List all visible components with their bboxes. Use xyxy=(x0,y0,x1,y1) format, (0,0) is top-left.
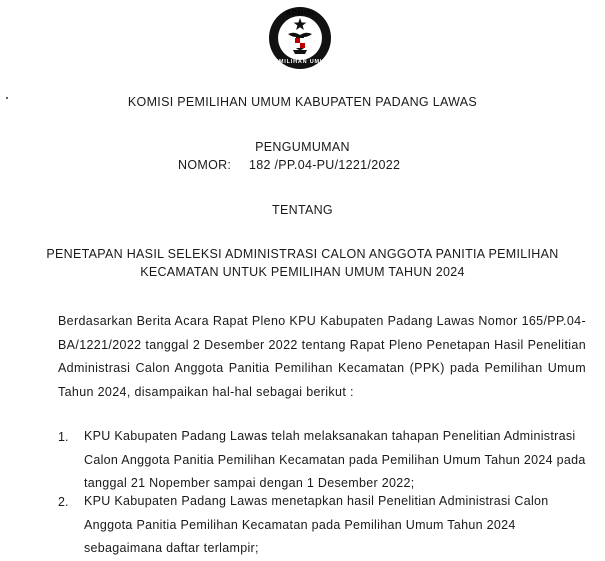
item-number: 2. xyxy=(58,495,69,509)
announcement-title: PENGUMUMAN xyxy=(255,140,350,154)
about-title: TENTANG xyxy=(272,203,333,217)
number-label: NOMOR: xyxy=(178,158,232,172)
list-item: KPU Kabupaten Padang Lawas telah melaksanakan tahapan Penelitian Administrasi Calon Anggota Panitia Pemilihan Kecamatan pada Pemilihan Umum Tahun 2024 pada tanggal 21 Nopember sampai dengan 1 Desember 2022; xyxy=(84,429,586,490)
institution-title: KOMISI PEMILIHAN UMUM KABUPATEN PADANG LAWAS xyxy=(127,95,478,109)
intro-paragraph: Berdasarkan Berita Acara Rapat Pleno KPU Kabupaten Padang Lawas Nomor 165/PP.04-BA/1221/2022 tanggal 2 Desember 2022 tentang Rapat Pleno Penetapan Hasil Penelitian Administrasi Calon Anggota Panitia Pemilihan Kecamatan (PPK) pada Pemilihan Umum Tahun 2024, disampaikan hal-hal sebagai berikut : xyxy=(58,314,586,399)
subject-line-2: KECAMATAN UNTUK PEMILIHAN UMUM TAHUN 2024 xyxy=(140,265,465,279)
item-number: 1. xyxy=(58,430,69,444)
logo-top-text: KOMISI xyxy=(286,10,314,17)
document-number xyxy=(178,158,400,172)
list-item: KPU Kabupaten Padang Lawas menetapkan hasil Penelitian Administrasi Calon Anggota Panitia Pemilihan Kecamatan pada Pemilihan Umum Tahun 2024 sebagaimana daftar terlampir; xyxy=(84,494,549,555)
number-value: 182 /PP.04-PU/1221/2022 xyxy=(248,158,401,172)
subject-line-1: PENETAPAN HASIL SELEKSI ADMINISTRASI CALON ANGGOTA PANITIA PEMILIHAN xyxy=(46,247,559,261)
logo-bottom-text: PEMILIHAN UMUM xyxy=(269,59,331,65)
kpu-logo xyxy=(266,4,334,72)
